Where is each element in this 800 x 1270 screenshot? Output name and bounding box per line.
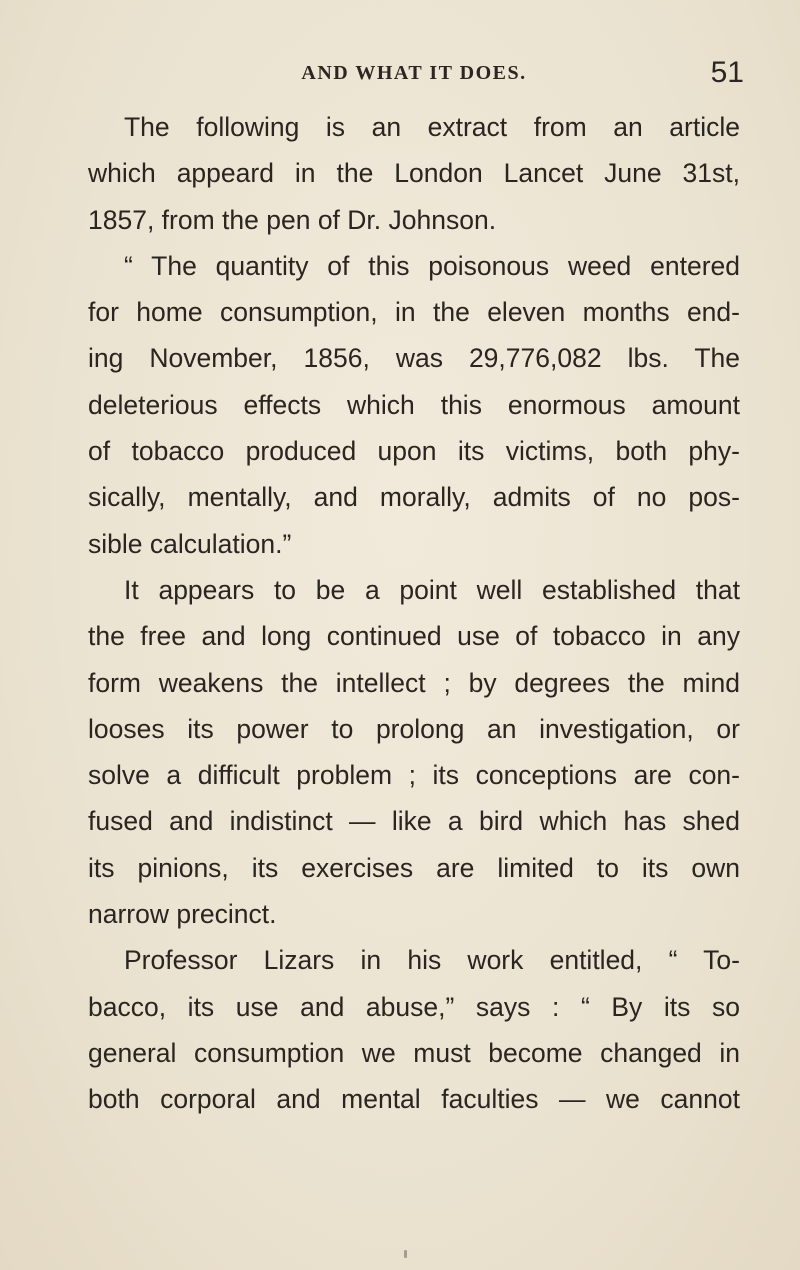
text-line: It appears to be a point well established that (124, 574, 740, 605)
text-line: form weakens the intellect ; by degrees the mind (88, 667, 740, 698)
text-line: Professor Lizars in his work entitled, “ To- (124, 945, 740, 976)
running-title: AND WHAT IT DOES. (301, 62, 527, 84)
text-line: bacco, its use and abuse,” says : “ By its so (88, 991, 740, 1022)
text-line: The following is an extract from an article (124, 112, 740, 142)
running-head (88, 56, 744, 94)
text-line: ing November, 1856, was 29,776,082 lbs. The (88, 343, 740, 374)
text-line: the free and long continued use of tobacco in any (88, 621, 740, 652)
text-line: “ The quantity of this poisonous weed entered (124, 250, 740, 281)
text-line: fused and indistinct — like a bird which has shed (88, 806, 740, 837)
text-line: both corporal and mental faculties — we cannot (88, 1084, 740, 1115)
text-line: of tobacco produced upon its victims, both phy- (88, 436, 740, 467)
text-line: sible calculation.” (88, 528, 292, 559)
text-line: for home consumption, in the eleven months end- (88, 297, 740, 328)
print-speck (404, 1250, 407, 1258)
text-line: deleterious effects which this enormous amount (88, 389, 740, 420)
body-text (88, 104, 740, 1123)
text-line: looses its power to prolong an investigation, or (88, 713, 740, 744)
text-line: 1857, from the pen of Dr. Johnson. (88, 204, 497, 235)
text-line: narrow precinct. (88, 899, 277, 930)
page-number: 51 (710, 56, 744, 89)
text-line: its pinions, its exercises are limited to its own (88, 852, 740, 883)
text-line: sically, mentally, and morally, admits of no pos- (88, 482, 740, 513)
text-line: solve a difficult problem ; its conceptions are con- (88, 760, 740, 791)
text-line: which appeard in the London Lancet June 31st, (88, 158, 740, 189)
text-line: general consumption we must become changed in (88, 1037, 740, 1068)
